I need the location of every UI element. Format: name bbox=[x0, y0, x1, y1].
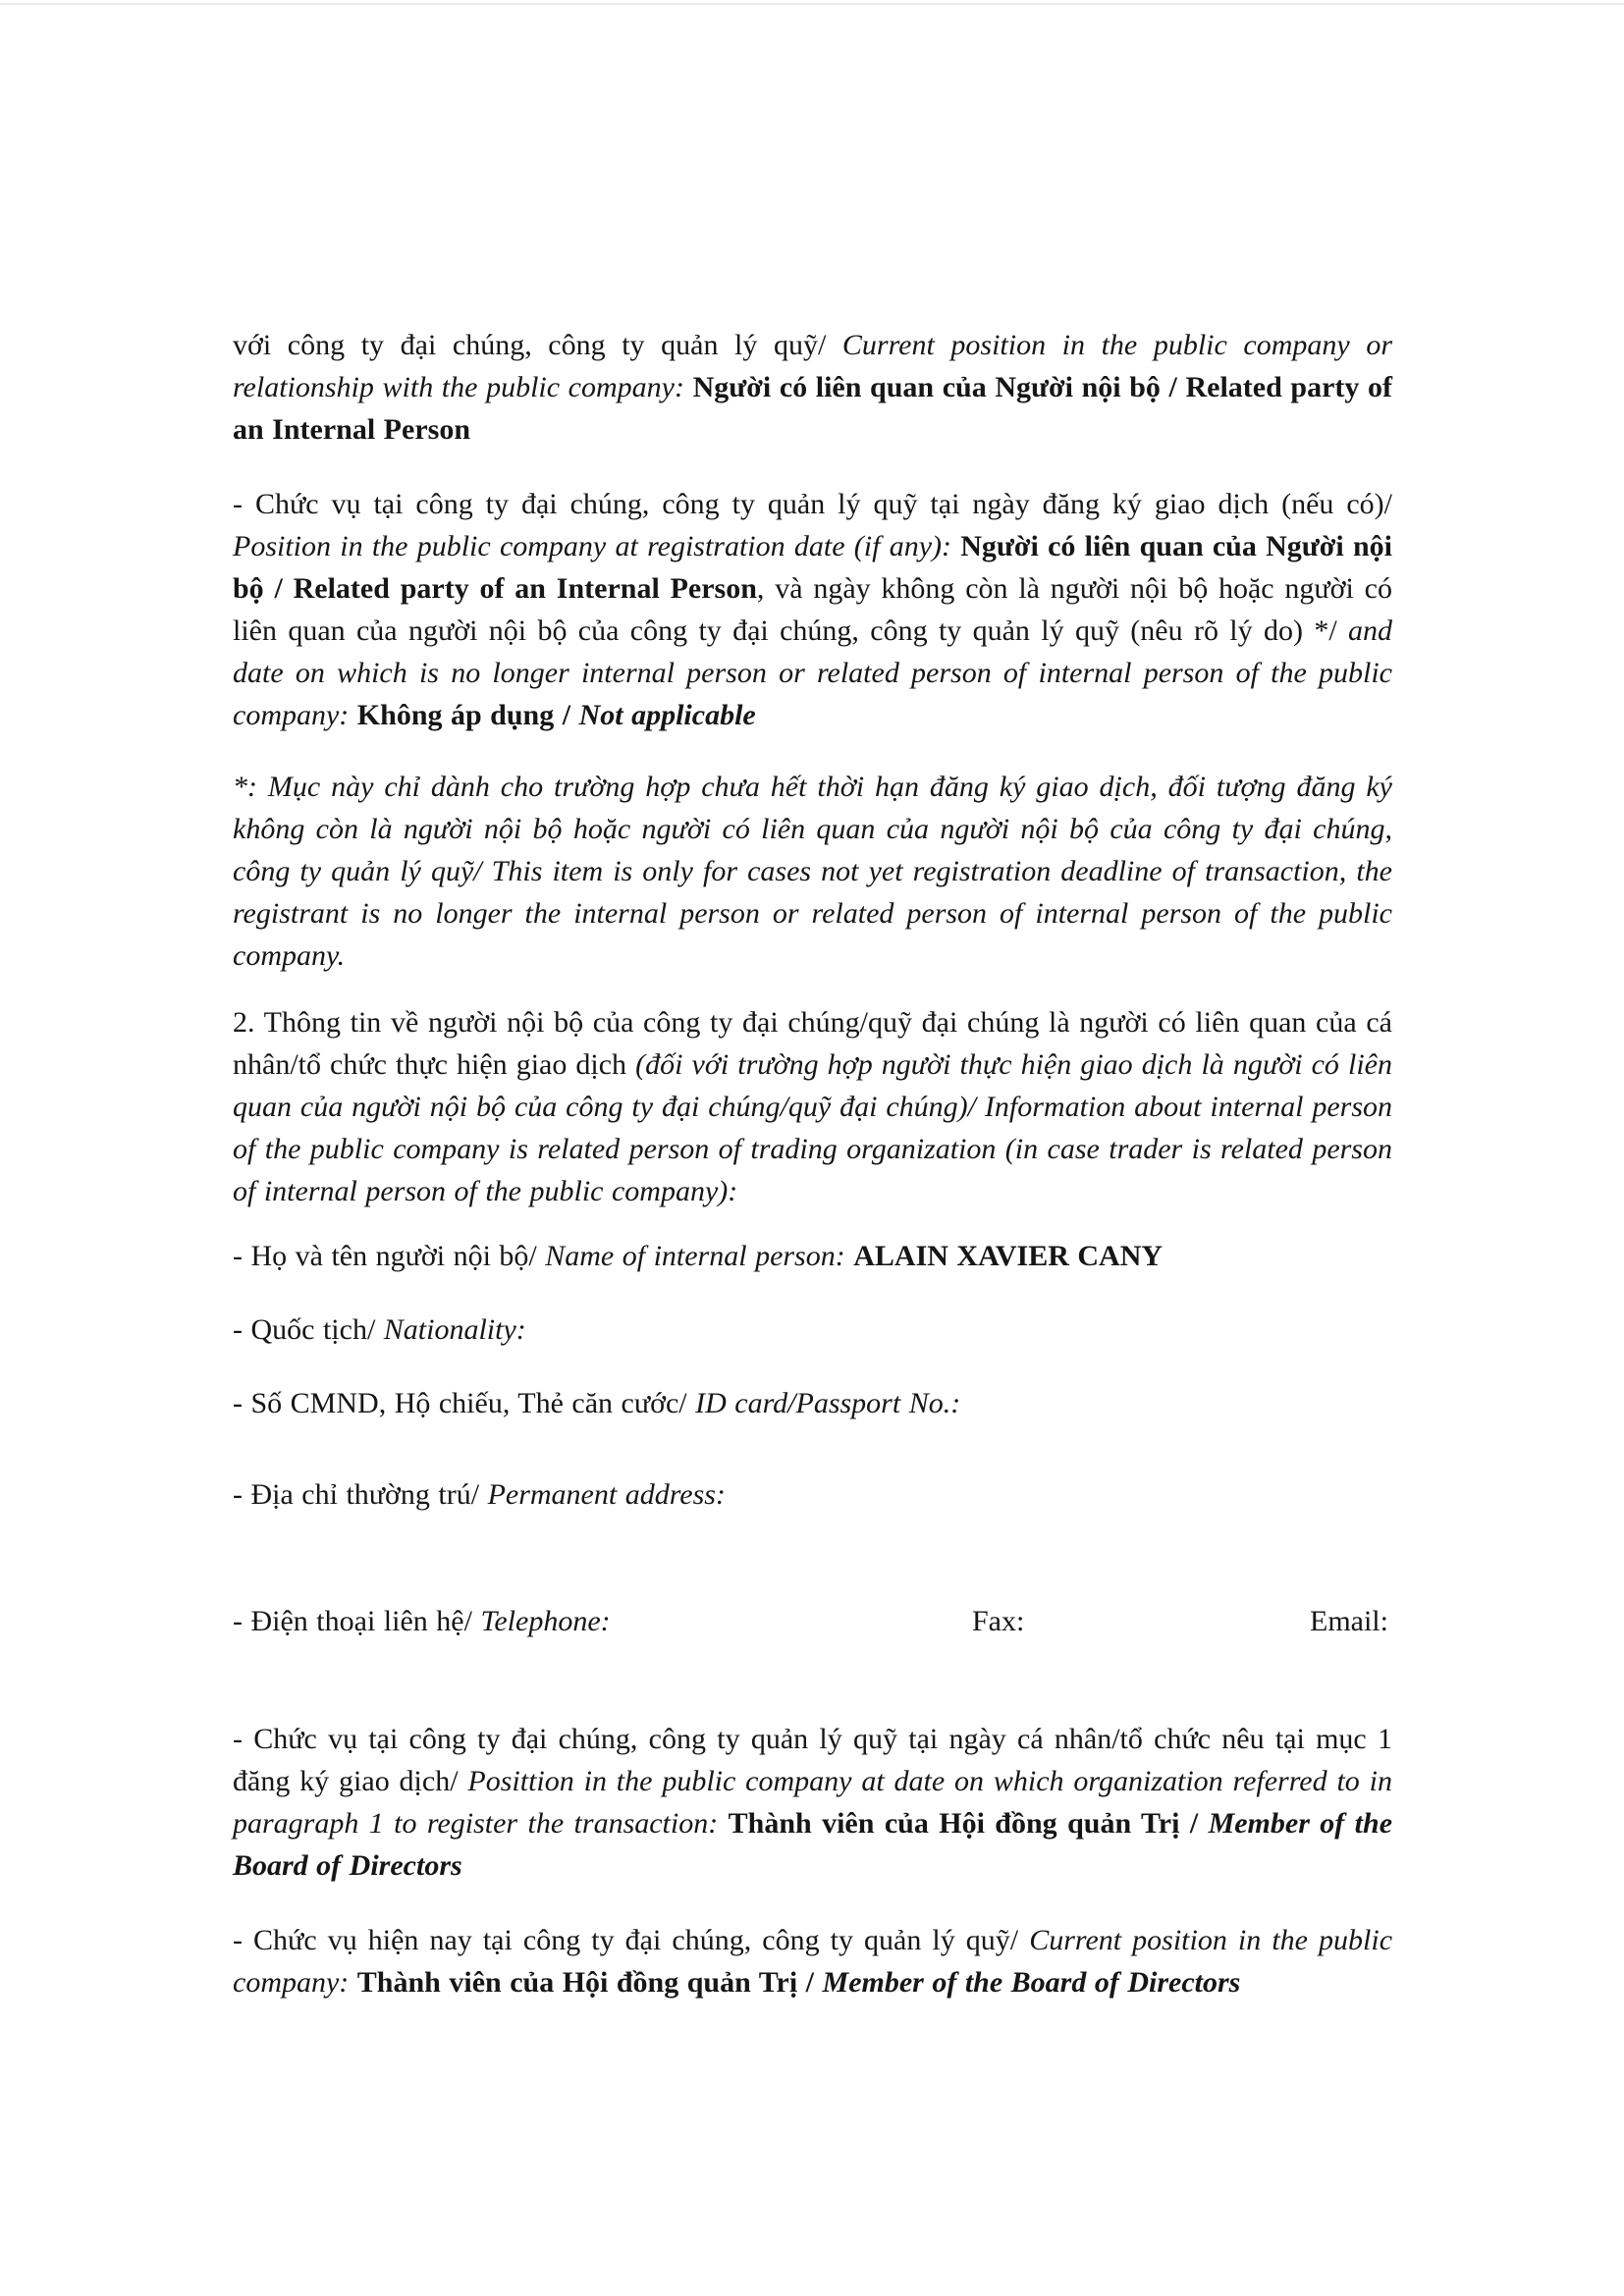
text-run-bold-italic: Member of the Board of Directors bbox=[233, 1807, 1393, 1882]
text-run-regular: , và ngày không còn là người nội bộ hoặc người có liên quan của người nội bộ của công ty đại chúng, công ty quản lý quỹ (nêu rõ lý do) */ bbox=[233, 572, 1392, 647]
text-run-regular: - Điện thoại liên hệ/ bbox=[233, 1605, 481, 1637]
text-run-italic: Current position in the public company: bbox=[233, 1924, 1393, 1999]
text-run-bold-italic: Not applicable bbox=[578, 699, 756, 731]
text-run-regular: 2. Thông tin về người nội bộ của công ty đại chúng/quỹ đại chúng là người có liên quan của cá nhân/tổ chức thực hiện giao dịch bbox=[233, 1006, 1392, 1081]
email-label: Email: bbox=[1310, 1605, 1388, 1637]
text-run-italic: Permanent address: bbox=[487, 1478, 726, 1511]
paragraph-nationality bbox=[233, 1308, 1392, 1351]
text-run-regular: - Họ và tên người nội bộ/ bbox=[233, 1240, 546, 1272]
text-run-italic: Position in the public company at registration date (if any): bbox=[233, 530, 961, 562]
paragraph-current-position-related-party bbox=[233, 324, 1392, 451]
document-content bbox=[233, 324, 1392, 2003]
text-run-italic: Nationality: bbox=[383, 1313, 526, 1346]
text-run-italic: Posittion in the public company at date on which organization referred to in paragraph 1 to register the transaction: bbox=[233, 1765, 1392, 1840]
paragraph-permanent-address bbox=[233, 1473, 1392, 1516]
text-run-regular: - Chức vụ tại công ty đại chúng, công ty quản lý quỹ tại ngày đăng ký giao dịch (nếu có)/ bbox=[233, 488, 1392, 520]
text-run-regular: - Số CMND, Hộ chiếu, Thẻ căn cước/ bbox=[233, 1387, 696, 1419]
text-run-regular: - Quốc tịch/ bbox=[233, 1313, 384, 1346]
paragraph-telephone-fax-email bbox=[233, 1600, 1392, 1642]
text-run-italic: and date on which is no longer internal person or related person of internal person of the public company: bbox=[233, 614, 1392, 731]
text-run-bold: Thành viên của Hội đồng quản Trị / bbox=[728, 1807, 1209, 1840]
paragraph-id-card-passport bbox=[233, 1382, 1392, 1424]
text-run-italic: *: Mục này chỉ dành cho trường hợp chưa hết thời hạn đăng ký giao dịch, đối tượng đăng ký không còn là người nội bộ hoặc người có liên quan của người nội bộ của công ty đại chúng, công ty quản lý quỹ/ This item is only for cases not yet registration deadline of transaction, the registrant is no longer the internal person or related person of internal person of the public company. bbox=[233, 771, 1392, 972]
text-run-regular: - Địa chỉ thường trú/ bbox=[233, 1478, 488, 1511]
text-run-regular: - Chức vụ tại công ty đại chúng, công ty quản lý quỹ tại ngày cá nhân/tổ chức nêu tại mục 1 đăng ký giao dịch/ bbox=[233, 1723, 1392, 1797]
text-run-italic: ID card/Passport No.: bbox=[695, 1387, 961, 1419]
paragraph-position-at-transaction-registration bbox=[233, 1718, 1392, 1887]
paragraph-footnote-registration-deadline bbox=[233, 766, 1392, 977]
text-run-italic: (đối với trường hợp người thực hiện giao dịch là người có liên quan của người nội bộ của công ty đại chúng/quỹ đại chúng)/ Information about internal person of the public company is related person of trading organization (in case trader is related person of internal person of the public company): bbox=[233, 1048, 1392, 1207]
telephone-label: Telephone: bbox=[480, 1605, 611, 1637]
text-run-bold: Thành viên của Hội đồng quản Trị / bbox=[356, 1966, 823, 1999]
paragraph-position-at-registration-date bbox=[233, 483, 1392, 736]
text-run-italic: Name of internal person: bbox=[545, 1240, 854, 1272]
text-run-regular: với công ty đại chúng, công ty quản lý quỹ/ bbox=[233, 329, 842, 361]
scan-artifact-line bbox=[0, 3, 1624, 5]
text-run-regular: - Chức vụ hiện nay tại công ty đại chúng, công ty quản lý quỹ/ bbox=[233, 1924, 1030, 1956]
text-run-bold: Không áp dụng / bbox=[356, 699, 579, 731]
paragraph-section2-internal-person-info bbox=[233, 1001, 1392, 1212]
internal-person-name-value: ALAIN XAVIER CANY bbox=[853, 1240, 1164, 1272]
paragraph-current-position-board-member bbox=[233, 1919, 1392, 2003]
text-run-bold: Người có liên quan của Người nội bộ / Related party of an Internal Person bbox=[233, 371, 1392, 446]
paragraph-internal-person-name bbox=[233, 1235, 1392, 1277]
text-run-italic: Current position in the public company or relationship with the public company: bbox=[233, 329, 1392, 403]
text-run-bold-italic: Member of the Board of Directors bbox=[822, 1966, 1241, 1999]
fax-label: Fax: bbox=[972, 1605, 1025, 1637]
text-run-bold: Người có liên quan của Người nội bộ / Related party of an Internal Person bbox=[233, 530, 1392, 605]
